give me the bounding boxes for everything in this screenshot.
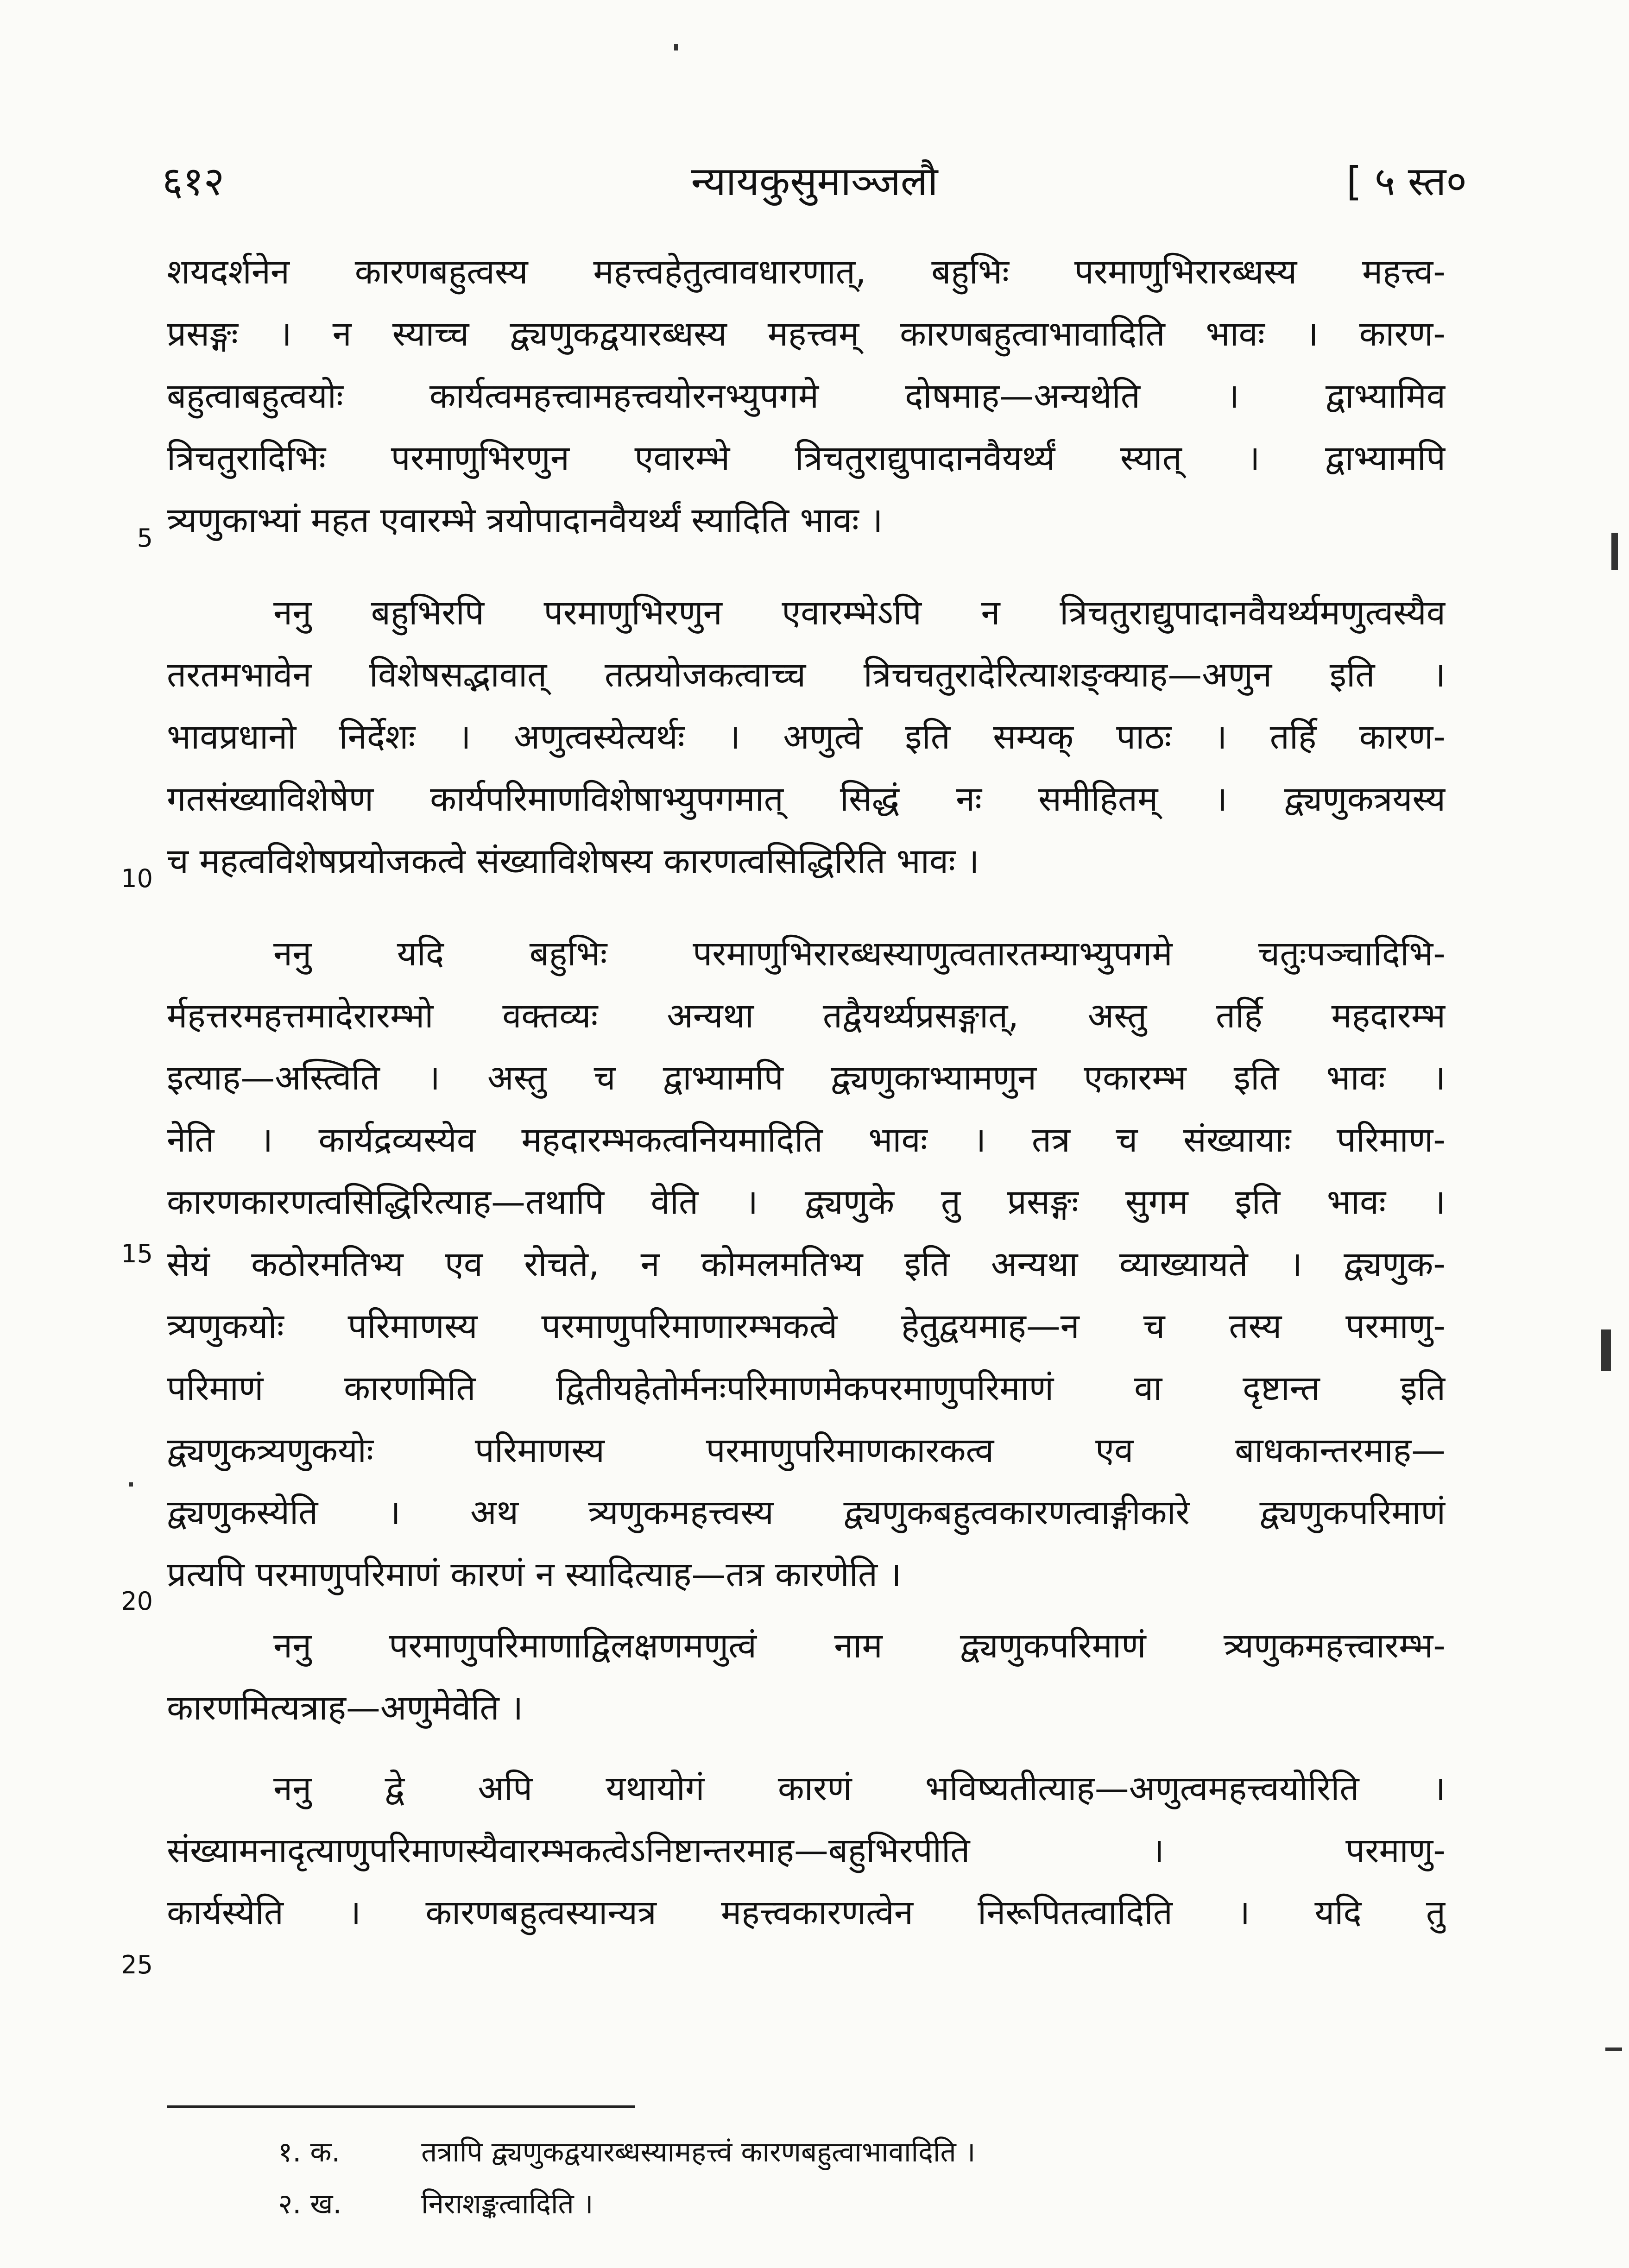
text-line: ननु द्वे अपि यथायोगं कारणं भविष्यतीत्याह—अणुत्वमहत्त्वयोरिति ।	[273, 1769, 1446, 1808]
footnote	[278, 2178, 976, 2230]
commentary-body	[167, 241, 1446, 1944]
scan-speck	[1605, 2048, 1622, 2051]
footnote-text: निराशङ्कत्वादिति ।	[421, 2188, 594, 2220]
text-line: कारणमित्यत्राह—अणुमेवेति ।	[167, 1688, 524, 1728]
text-line: भावप्रधानो निर्देशः । अणुत्वस्येत्यर्थः । अणुत्वे इति सम्यक् पाठः । तर्हि कारण-	[167, 717, 1446, 757]
paragraph	[167, 241, 1446, 551]
text-line: त्र्यणुकयोः परिमाणस्य परमाणुपरिमाणारम्भकत्वे हेतुद्वयमाह—न च तस्य परमाणु-	[167, 1306, 1446, 1346]
text-line: च महत्वविशेषप्रयोजकत्वे संख्याविशेषस्य कारणत्वसिद्धिरिति भावः ।	[167, 841, 979, 881]
paragraph	[167, 1758, 1446, 1944]
scan-speck	[1611, 533, 1618, 570]
paragraph	[167, 1615, 1446, 1739]
text-line: ननु यदि बहुभिः परमाणुभिरारब्धस्याणुत्वतारतम्याभ्युपगमे चतुःपञ्चादिभि-	[273, 934, 1446, 974]
footnote-text: तत्रापि द्व्यणुकद्वयारब्धस्यामहत्त्वं कारणबहुत्वाभावादिति ।	[421, 2136, 976, 2168]
text-line: तरतमभावेन विशेषसद्भावात् तत्प्रयोजकत्वाच्च त्रिचचतुरादेरित्याशङ्क्याह—अणुन इति ।	[167, 655, 1446, 695]
text-line: संख्यामनादृत्याणुपरिमाणस्यैवारम्भकत्वेऽनिष्टान्तरमाह—बहुभिरपीति । परमाणु-	[167, 1831, 1446, 1871]
text-line: कार्यस्येति । कारणबहुत्वस्यान्यत्र महत्त्वकारणत्वेन निरूपितत्वादिति । यदि तु	[167, 1893, 1446, 1933]
section-marker: [ ५ स्त०	[1346, 158, 1467, 205]
line-number: 5	[137, 523, 153, 553]
footnote-tag: १. क.	[278, 2136, 341, 2168]
text-line: द्व्यणुकस्येति । अथ त्र्यणुकमहत्त्वस्य द्व्यणुकबहुत्वकारणत्वाङ्गीकारे द्व्यणुकपरिमाणं	[167, 1493, 1446, 1532]
line-number: 10	[121, 864, 153, 893]
scan-speck	[674, 44, 678, 50]
paragraph	[167, 923, 1446, 1606]
line-number: 25	[121, 1950, 153, 1979]
text-line: ननु बहुभिरपि परमाणुभिरणुन एवारम्भेऽपि न त्रिचतुराद्युपादानवैयर्थ्यमणुत्वस्यैव	[273, 593, 1446, 633]
text-line: इत्याह—अस्त्विति । अस्तु च द्वाभ्यामपि द्व्यणुकाभ्यामणुन एकारम्भ इति भावः ।	[167, 1058, 1446, 1098]
text-line: बहुत्वाबहुत्वयोः कार्यत्वमहत्त्वामहत्त्वयोरनभ्युपगमे दोषमाह—अन्यथेति । द्वाभ्यामिव	[167, 376, 1446, 416]
text-line: नेति । कार्यद्रव्यस्येव महदारम्भकत्वनियमादिति भावः । तत्र च संख्यायाः परिमाण-	[167, 1120, 1446, 1160]
scan-speck	[1601, 1329, 1611, 1371]
line-number: 15	[121, 1239, 153, 1268]
paragraph	[167, 582, 1446, 892]
footnotes	[278, 2126, 976, 2230]
text-line: त्रिचतुरादिभिः परमाणुभिरणुन एवारम्भे त्रिचतुराद्युपादानवैयर्थ्यं स्यात् । द्वाभ्यामपि	[167, 438, 1446, 478]
text-line: प्रसङ्गः । न स्याच्च द्व्यणुकद्वयारब्धस्य महत्त्वम् कारणबहुत्वाभावादिति भावः । कारण-	[167, 314, 1446, 354]
running-header	[162, 153, 1467, 218]
text-line: र्महत्तरमहत्तमादेरारम्भो वक्तव्यः अन्यथा तद्वैयर्थ्यप्रसङ्गात्, अस्तु तर्हि महदारम्भ	[167, 996, 1446, 1036]
text-line: सेयं कठोरमतिभ्य एव रोचते, न कोमलमतिभ्य इति अन्यथा व्याख्यायते । द्व्यणुक-	[167, 1244, 1446, 1284]
text-line: त्र्यणुकाभ्यां महत एवारम्भे त्रयोपादानवैयर्थ्यं स्यादिति भावः ।	[167, 500, 883, 540]
scan-speck	[129, 1482, 133, 1487]
text-line: प्रत्यपि परमाणुपरिमाणं कारणं न स्यादित्याह—तत्र कारणेति ।	[167, 1555, 902, 1594]
text-line: शयदर्शनेन कारणबहुत्वस्य महत्त्वहेतुत्वावधारणात्, बहुभिः परमाणुभिरारब्धस्य महत्त्व-	[167, 252, 1446, 292]
line-number: 20	[121, 1587, 153, 1616]
footnote-tag: २. ख.	[278, 2188, 342, 2220]
text-line: कारणकारणत्वसिद्धिरित्याह—तथापि वेति । द्व्यणुके तु प्रसङ्गः सुगम इति भावः ।	[167, 1182, 1446, 1222]
text-line: द्व्यणुकत्र्यणुकयोः परिमाणस्य परमाणुपरिमाणकारकत्व एव बाधकान्तरमाह—	[167, 1430, 1446, 1470]
text-line: परिमाणं कारणमिति द्वितीयहेतोर्मनःपरिमाणमेकपरमाणुपरिमाणं वा दृष्टान्त इति	[167, 1368, 1446, 1408]
text-line: गतसंख्याविशेषेण कार्यपरिमाणविशेषाभ्युपगमात् सिद्धं नः समीहितम् । द्व्यणुकत्रयस्य	[167, 779, 1446, 819]
running-title: न्यायकुसुमाञ्जलौ	[691, 158, 938, 205]
footnote	[278, 2126, 976, 2178]
text-line: ननु परमाणुपरिमाणाद्विलक्षणमणुत्वं नाम द्व्यणुकपरिमाणं त्र्यणुकमहत्त्वारम्भ-	[273, 1626, 1446, 1666]
footnote-rule	[167, 2105, 635, 2108]
page-number: ६१२	[162, 158, 225, 205]
